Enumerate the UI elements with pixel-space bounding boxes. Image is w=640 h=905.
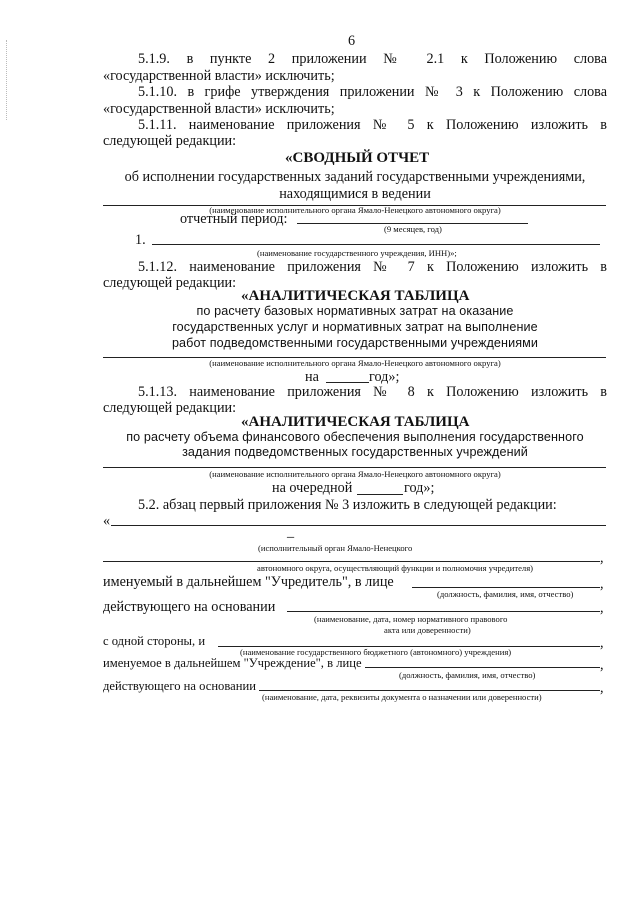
item-5-1-12-line1: 5.1.12. наименование приложения № 7 к Положению изложить в bbox=[138, 259, 607, 275]
contract-basis2-field[interactable] bbox=[259, 690, 600, 691]
item-5-1-12-line2: следующей редакции: bbox=[103, 275, 237, 291]
form1-row-number: 1. bbox=[135, 232, 146, 248]
contract-comma5: , bbox=[600, 657, 604, 673]
item-5-1-10-line2: «государственной власти» исключить; bbox=[103, 101, 335, 117]
form1-title: «СВОДНЫЙ ОТЧЕТ bbox=[285, 150, 430, 166]
form1-period-label: отчетный период: bbox=[180, 211, 288, 227]
form2-year-prefix: на bbox=[305, 369, 319, 385]
item-5-1-11-line1: 5.1.11. наименование приложения № 5 к Положению изложить в bbox=[138, 117, 607, 133]
margin-dots bbox=[6, 40, 9, 120]
form2-title: «АНАЛИТИЧЕСКАЯ ТАБЛИЦА bbox=[241, 288, 470, 304]
contract-open-quote: « bbox=[103, 513, 111, 529]
contract-comma4: , bbox=[600, 635, 604, 651]
item-5-1-9-line1: 5.1.9. в пункте 2 приложении № 2.1 к Положению слова bbox=[138, 51, 607, 67]
contract-comma2: , bbox=[600, 576, 604, 592]
contract-basis2-label: действующего на основании bbox=[103, 679, 256, 693]
contract-basis1-field[interactable] bbox=[287, 611, 600, 612]
contract-dash: – bbox=[287, 529, 295, 545]
contract-organ-field-line2[interactable] bbox=[103, 561, 600, 562]
form2-subtitle-line1: по расчету базовых нормативных затрат на оказание bbox=[196, 304, 514, 318]
contract-founder-person-caption: (должность, фамилия, имя, отчество) bbox=[437, 589, 574, 599]
contract-basis2-caption: (наименование, дата, реквизиты документа о назначении или доверенности) bbox=[262, 692, 542, 702]
contract-comma1: , bbox=[600, 550, 604, 566]
contract-organ-field-line1[interactable] bbox=[111, 525, 606, 526]
item-5-1-13-line1: 5.1.13. наименование приложения № 8 к Положению изложить в bbox=[138, 384, 607, 400]
form1-subtitle-line2: находящимися в ведении bbox=[279, 186, 431, 202]
form2-year-suffix: год»; bbox=[369, 369, 400, 385]
item-5-1-13-line2: следующей редакции: bbox=[103, 400, 237, 416]
contract-basis1-label: действующего на основании bbox=[103, 599, 276, 615]
form3-year-field[interactable] bbox=[357, 494, 403, 495]
form1-organ-caption: (наименование исполнительного органа Ямало-Ненецкого автономного округа) bbox=[209, 205, 501, 215]
contract-institution-label: именуемое в дальнейшем "Учреждение", в лице bbox=[103, 656, 362, 670]
form1-period-caption: (9 месяцев, год) bbox=[384, 224, 442, 234]
contract-comma6: , bbox=[600, 680, 604, 696]
contract-organ-caption1: (исполнительный орган Ямало-Ненецкого bbox=[258, 543, 413, 553]
form3-organ-field[interactable] bbox=[103, 467, 606, 468]
form2-subtitle-line3: работ подведомственными государственными учреждениями bbox=[171, 336, 539, 350]
form1-subtitle-line1: об исполнении государственных заданий государственными учреждениями, bbox=[124, 169, 586, 185]
contract-organ-caption2: автономного округа, осуществляющий функции и полномочия учредителя) bbox=[257, 563, 534, 573]
form2-organ-caption: (наименование исполнительного органа Ямало-Ненецкого автономного округа) bbox=[209, 358, 501, 368]
form2-year-field[interactable] bbox=[326, 382, 369, 383]
contract-founder-label: именуемый в дальнейшем "Учредитель", в лице bbox=[103, 574, 394, 590]
contract-institution-person-caption: (должность, фамилия, имя, отчество) bbox=[399, 670, 536, 680]
form3-year-prefix: на очередной bbox=[272, 480, 353, 496]
contract-basis1-caption-line1: (наименование, дата, номер нормативного правового bbox=[314, 614, 508, 624]
item-5-1-11-line2: следующей редакции: bbox=[103, 133, 237, 149]
page-number: 6 bbox=[348, 33, 356, 49]
item-5-2: 5.2. абзац первый приложения № 3 изложить в следующей редакции: bbox=[138, 497, 557, 513]
contract-comma3: , bbox=[600, 600, 604, 616]
contract-institution-person-field[interactable] bbox=[365, 667, 600, 668]
form3-year-suffix: год»; bbox=[404, 480, 435, 496]
form1-institution-field[interactable] bbox=[152, 244, 600, 245]
contract-basis1-caption-line2: акта или доверенности) bbox=[384, 625, 471, 635]
item-5-1-9-line2: «государственной власти» исключить; bbox=[103, 68, 335, 84]
form3-title: «АНАЛИТИЧЕСКАЯ ТАБЛИЦА bbox=[241, 414, 470, 430]
contract-side-label: с одной стороны, и bbox=[103, 634, 206, 648]
contract-institution-caption: (наименование государственного бюджетного (автономного) учреждения) bbox=[240, 647, 512, 657]
item-5-1-10-line1: 5.1.10. в грифе утверждения приложении № 3 к Положению слова bbox=[138, 84, 607, 100]
form3-organ-caption: (наименование исполнительного органа Ямало-Ненецкого автономного округа) bbox=[209, 469, 501, 479]
form1-institution-caption: (наименование государственного учреждения, ИНН)»; bbox=[257, 248, 457, 258]
form2-subtitle-line2: государственных услуг и нормативных затрат на выполнение bbox=[172, 320, 538, 334]
form3-subtitle-line1: по расчету объема финансового обеспечения выполнения государственного bbox=[126, 430, 584, 444]
contract-founder-person-field[interactable] bbox=[412, 587, 600, 588]
form3-subtitle-line2: задания подведомственных государственных учреждений bbox=[182, 445, 528, 459]
